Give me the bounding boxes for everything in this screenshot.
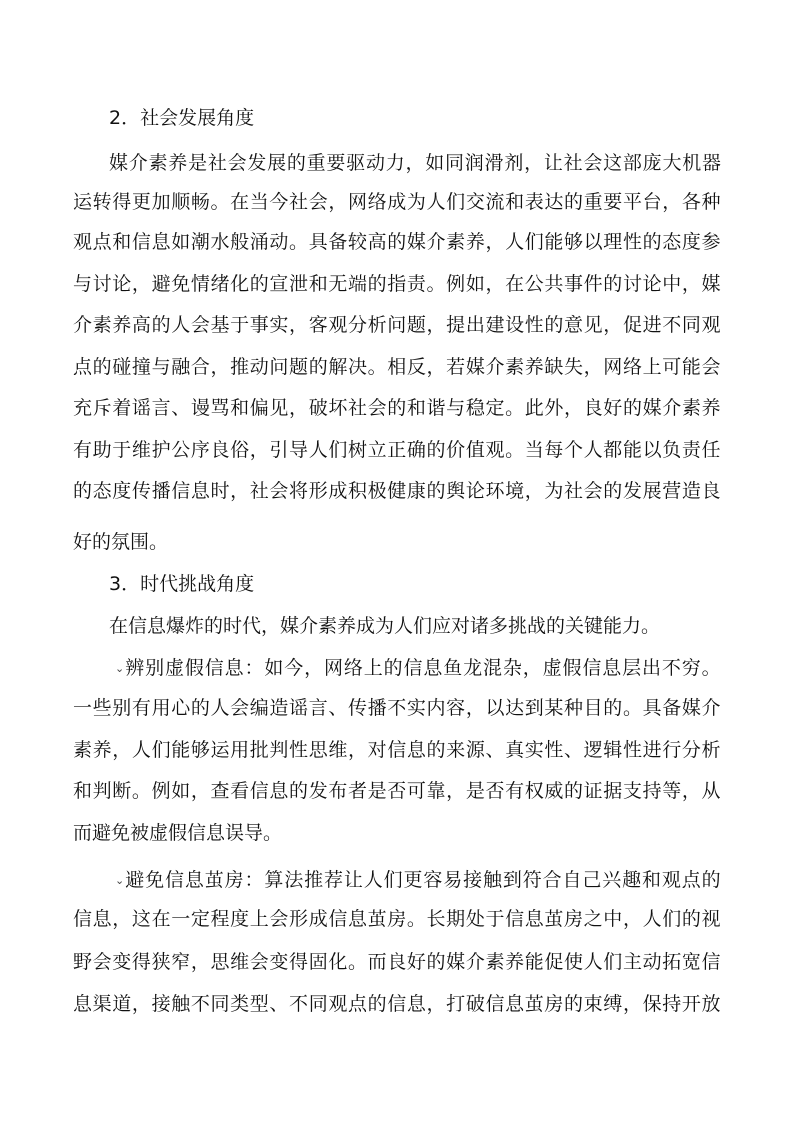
- list-marker-icon: ⌄: [115, 874, 125, 887]
- section2-line-5: 介 素 养 高 的 人 会 基 于 事 实 ， 客 观 分 析 问 题 ， 提 出 建 设 性 的 意 见 ， 促 进 不 同 观: [73, 314, 721, 336]
- item1-lead: ⌄辨 别 虚 假 信 息 ： 如 今 ， 网 络 上 的 信 息 鱼 龙 混 杂 ， 虚 假 信 息 层 出 不 穷 。: [115, 657, 721, 679]
- item2-line-1: 信 息 ， 这 在 一 定 程 度 上 会 形 成 信 息 茧 房 。 长 期 处 于 信 息 茧 房 之 中 ， 人 们 的 视: [73, 908, 721, 930]
- item1-line-2: 素 养 ， 人 们 能 够 运 用 批 判 性 思 维 ， 对 信 息 的 来 源 、 真 实 性 、 逻 辑 性 进 行 分 析: [73, 739, 721, 761]
- section2-line-2: 运 转 得 更 加 顺 畅 。 在 当 今 社 会 ， 网 络 成 为 人 们 交 流 和 表 达 的 重 要 平 台 ， 各 种: [73, 191, 721, 213]
- item1-line-4: 而避免被虚假信息误导。: [73, 822, 283, 844]
- section2-line-7: 充 斥 着 谣 言 、 谩 骂 和 偏 见 ， 破 坏 社 会 的 和 谐 与 稳 定 。 此 外 ， 良 好 的 媒 介 素 养: [73, 397, 721, 419]
- section2-line-8: 有 助 于 维 护 公 序 良 俗 ， 引 导 人 们 树 立 正 确 的 价 值 观 。 当 每 个 人 都 能 以 负 责 任: [73, 439, 721, 461]
- section3-intro: 在信息爆炸的时代，媒介素养成为人们应对诸多挑战的关键能力。: [109, 615, 661, 637]
- item1-line-3: 和 判 断 。 例 如 ， 查 看 信 息 的 发 布 者 是 否 可 靠 ， 是 否 有 权 威 的 证 据 支 持 等 ， 从: [73, 780, 721, 802]
- section2-line-4: 与 讨 论 ， 避 免 情 绪 化 的 宣 泄 和 无 端 的 指 责 。 例 如 ， 在 公 共 事 件 的 讨 论 中 ， 媒: [73, 273, 721, 295]
- section2-heading: 2．社会发展角度: [109, 107, 255, 129]
- item2-lead: ⌄避 免 信 息 茧 房 ： 算 法 推 荐 让 人 们 更 容 易 接 触 到 符 合 自 己 兴 趣 和 观 点 的: [115, 869, 721, 891]
- item2-line-3: 息 渠 道 ， 接 触 不 同 类 型 、 不 同 观 点 的 信 息 ， 打 破 信 息 茧 房 的 束 缚 ， 保 持 开 放: [73, 993, 721, 1015]
- section2-line-1: 媒 介 素 养 是 社 会 发 展 的 重 要 驱 动 力 ， 如 同 润 滑 剂 ， 让 社 会 这 部 庞 大 机 器: [109, 152, 721, 174]
- section2-line-3: 观 点 和 信 息 如 潮 水 般 涌 动 。 具 备 较 高 的 媒 介 素 养 ， 人 们 能 够 以 理 性 的 态 度 参: [73, 231, 721, 253]
- list-marker-icon: ⌄: [115, 662, 125, 675]
- section2-line-10: 好的氛围。: [73, 531, 169, 553]
- item1-line-1: 一 些 别 有 用 心 的 人 会 编 造 谣 言 、 传 播 不 实 内 容 ， 以 达 到 某 种 目 的 。 具 备 媒 介: [73, 697, 721, 719]
- section2-line-9: 的 态 度 传 播 信 息 时 ， 社 会 将 形 成 积 极 健 康 的 舆 论 环 境 ， 为 社 会 的 发 展 营 造 良: [73, 480, 721, 502]
- section3-heading: 3．时代挑战角度: [109, 573, 255, 595]
- item2-line-2: 野 会 变 得 狭 窄 ， 思 维 会 变 得 固 化 。 而 良 好 的 媒 介 素 养 能 促 使 人 们 主 动 拓 宽 信: [73, 951, 721, 973]
- section2-line-6: 点 的 碰 撞 与 融 合 ， 推 动 问 题 的 解 决 。 相 反 ， 若 媒 介 素 养 缺 失 ， 网 络 上 可 能 会: [73, 356, 721, 378]
